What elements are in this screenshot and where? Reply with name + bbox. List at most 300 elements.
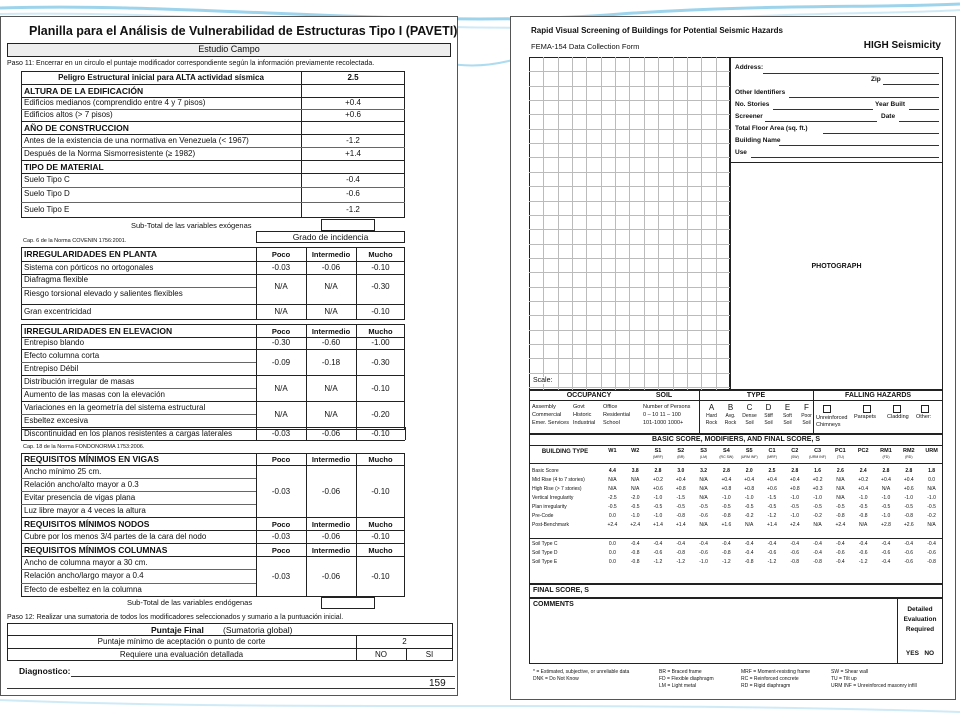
score-cell[interactable]: +0.4 xyxy=(881,477,891,483)
score-cell[interactable]: -0.4 xyxy=(836,541,845,547)
address-label: Address: xyxy=(735,64,764,71)
score-cell[interactable]: N/A xyxy=(631,486,640,492)
score-cell[interactable]: -0.8 xyxy=(722,513,731,519)
evaluation-label: Evaluation xyxy=(903,616,937,623)
score-cell[interactable]: -0.8 xyxy=(904,513,914,519)
score-cell[interactable]: N/A xyxy=(699,477,708,483)
form-title: Planilla para el Análisis de Vulnerabilidad de Estructuras Tipo I (PAVETI) xyxy=(29,24,458,38)
zip-label: Zip xyxy=(871,76,881,83)
grid-line xyxy=(529,172,730,173)
score-cell[interactable]: +0.4 xyxy=(767,477,777,483)
score-cell[interactable]: -0.6 xyxy=(904,559,914,565)
parapets-checkbox[interactable] xyxy=(863,405,871,413)
score-cell[interactable]: -0.4 xyxy=(676,541,686,547)
legend-item: URM INF = Unreinforced masonry infill xyxy=(831,683,917,689)
diagnosis-label: Diagnostico: xyxy=(19,666,71,676)
soil-type-desc: Soil xyxy=(745,420,754,426)
score-cell[interactable]: -0.6 xyxy=(858,550,868,556)
score-cell[interactable]: +2.4 xyxy=(630,522,641,528)
score-cell[interactable]: N/A xyxy=(836,495,845,501)
score-cell[interactable]: -0.5 xyxy=(630,504,640,510)
date-field[interactable] xyxy=(899,121,939,122)
grid-line xyxy=(529,86,730,87)
score-cell[interactable]: -0.5 xyxy=(699,504,708,510)
si-option[interactable]: SI xyxy=(425,650,434,659)
grid-line xyxy=(673,57,674,390)
chimneys-checkbox[interactable] xyxy=(823,405,831,413)
score-cell[interactable]: -1.0 xyxy=(790,513,800,519)
incidence-label: Grado de incidencia xyxy=(292,232,369,242)
score-cell[interactable]: +0.6 xyxy=(653,486,663,492)
mucho-value: -1.00 xyxy=(371,338,390,347)
score-cell[interactable]: 2.8 xyxy=(722,468,730,474)
score-cell[interactable]: -0.5 xyxy=(608,504,617,510)
seismicity-label: HIGH Seismicity xyxy=(863,40,941,51)
score-cell[interactable]: N/A xyxy=(699,486,708,492)
score-cell[interactable]: -1.2 xyxy=(858,559,868,565)
score-cell[interactable]: N/A xyxy=(927,486,936,492)
score-cell[interactable]: -0.4 xyxy=(927,541,936,547)
grid-line xyxy=(572,57,573,390)
plan-row-label: Riesgo torsional elevado y salientes flexibles xyxy=(24,289,183,298)
score-cell[interactable]: 2.4 xyxy=(859,468,867,474)
score-cell[interactable]: -1.0 xyxy=(858,495,868,501)
score-cell[interactable]: -1.0 xyxy=(881,495,891,501)
date-label: Date xyxy=(881,113,896,120)
legend-item: BR = Braced frame xyxy=(659,669,702,675)
grid-line xyxy=(529,301,730,302)
score-cell[interactable]: -0.4 xyxy=(790,541,800,547)
comments-box[interactable] xyxy=(529,598,943,664)
poco-value: -0.03 xyxy=(271,487,291,496)
soil-type-desc: Rock xyxy=(724,420,737,426)
score-cell[interactable]: -0.5 xyxy=(722,504,731,510)
score-cell[interactable]: N/A xyxy=(813,522,822,528)
elevation-row-label: Aumento de las masas con la elevación xyxy=(24,390,165,399)
fema-title: Rapid Visual Screening of Buildings for Potential Seismic Hazards xyxy=(531,26,783,35)
persons-option[interactable]: 0 – 10 11 – 100 xyxy=(643,412,681,418)
score-cell[interactable]: -1.2 xyxy=(767,559,777,565)
norm-reference: Cap. 6 de la Norma COVENIN 1756:2001. xyxy=(23,238,127,244)
legend-item: FD = Flexible diaphragm xyxy=(659,676,714,682)
score-cell[interactable]: -1.2 xyxy=(653,559,663,565)
score-cell[interactable]: -0.4 xyxy=(881,541,891,547)
yes-no-options[interactable]: YES NO xyxy=(905,650,935,657)
score-cell[interactable]: N/A xyxy=(927,522,936,528)
floor-area-field[interactable] xyxy=(823,133,939,134)
poco-value: -0.03 xyxy=(271,429,291,438)
score-cell[interactable]: -0.8 xyxy=(790,559,800,565)
intermedio-value: -0.06 xyxy=(321,429,341,438)
score-cell[interactable]: -2.0 xyxy=(630,495,640,501)
occupancy-option[interactable]: School xyxy=(603,420,620,426)
score-cell[interactable]: -1.0 xyxy=(744,495,754,501)
subtotal-endogenous-label: Sub-Total de las variables endógenas xyxy=(127,598,253,607)
building-type-code: PC2 xyxy=(857,448,869,454)
score-cell[interactable]: -0.6 xyxy=(836,550,845,556)
building-type-code: C2 xyxy=(791,448,799,454)
score-cell[interactable]: 1.8 xyxy=(928,468,936,474)
score-cell[interactable]: -0.4 xyxy=(744,541,754,547)
score-cell[interactable]: -0.8 xyxy=(676,513,686,519)
score-cell[interactable]: -0.6 xyxy=(904,550,914,556)
score-cell[interactable]: 4.4 xyxy=(608,468,616,474)
score-cell[interactable]: N/A xyxy=(745,522,754,528)
score-cell[interactable]: -0.4 xyxy=(813,550,822,556)
use-field[interactable] xyxy=(751,157,939,158)
col-mucho: Mucho xyxy=(368,455,393,464)
year-row-label: Antes de la existencia de una normativa en Venezuela (< 1967) xyxy=(24,136,249,145)
score-cell[interactable]: N/A xyxy=(836,486,845,492)
mucho-value: -0.10 xyxy=(371,384,390,393)
mucho-value: -0.10 xyxy=(371,429,390,438)
other-identifiers-label: Other Identifiers xyxy=(735,89,786,96)
score-cell[interactable]: 2.6 xyxy=(836,468,844,474)
score-cell[interactable]: -1.0 xyxy=(927,495,936,501)
zip-field[interactable] xyxy=(883,84,939,85)
score-cell[interactable]: -0.4 xyxy=(813,541,822,547)
score-cell[interactable]: 3.8 xyxy=(631,468,639,474)
score-cell[interactable]: 2.5 xyxy=(768,468,776,474)
score-cell[interactable]: -0.8 xyxy=(722,550,731,556)
occupancy-option[interactable]: Residential xyxy=(603,412,631,418)
score-cell[interactable]: -0.5 xyxy=(881,504,891,510)
soil-row-value: -0.6 xyxy=(346,189,360,198)
col-poco: Poco xyxy=(271,520,291,529)
occupancy-option[interactable]: Assembly xyxy=(532,404,556,410)
occupancy-option[interactable]: Emer. Services xyxy=(532,420,569,426)
score-cell[interactable]: +1.4 xyxy=(653,522,663,528)
plan-row-label: Gran excentricidad xyxy=(24,307,92,316)
building-type-subcode: (URM INF) xyxy=(740,455,758,459)
score-cell[interactable]: N/A xyxy=(631,477,640,483)
grid-line xyxy=(701,57,702,390)
elevation-row-label: Esbeltez excesiva xyxy=(24,416,89,425)
global-sum-label: (Sumatoria global) xyxy=(223,625,293,635)
soil-row-label: Suelo Tipo E xyxy=(24,205,70,214)
plan-row-label: Sistema con pórticos no ortogonales xyxy=(24,263,154,272)
legend-item: DNK = Do Not Know xyxy=(533,676,579,682)
score-cell[interactable]: -0.5 xyxy=(676,504,686,510)
score-cell[interactable]: -0.5 xyxy=(836,504,845,510)
score-cell[interactable]: -0.8 xyxy=(858,513,868,519)
fema-154-form xyxy=(510,16,956,700)
score-cell[interactable]: -0.5 xyxy=(858,504,868,510)
soil-type-letter[interactable]: E xyxy=(784,403,791,412)
score-cell[interactable]: +0.4 xyxy=(903,477,914,483)
score-cell[interactable]: 1.6 xyxy=(814,468,822,474)
score-cell[interactable]: +0.2 xyxy=(858,477,869,483)
score-cell[interactable]: +0.8 xyxy=(721,486,732,492)
screener-field[interactable] xyxy=(765,121,877,122)
score-cell[interactable]: 3.2 xyxy=(700,468,708,474)
score-cell[interactable]: +2.4 xyxy=(607,522,618,528)
intermedio-value: -0.06 xyxy=(321,487,341,496)
col-mucho: Mucho xyxy=(368,250,393,259)
score-cell[interactable]: 2.8 xyxy=(791,468,799,474)
cladding-label: Cladding xyxy=(887,414,909,420)
grid-line xyxy=(529,272,730,273)
col-intermedio: Intermedio xyxy=(311,455,351,464)
score-cell[interactable]: -0.5 xyxy=(927,504,936,510)
occupancy-option[interactable]: Office xyxy=(603,404,618,410)
building-type-subcode: (TU) xyxy=(836,455,844,459)
score-cell[interactable]: 2.8 xyxy=(905,468,913,474)
score-cell[interactable]: +2.4 xyxy=(835,522,846,528)
score-cell[interactable]: -1.2 xyxy=(722,559,731,565)
score-cell[interactable]: 2.8 xyxy=(654,468,662,474)
photograph-label: PHOTOGRAPH xyxy=(811,263,862,270)
detailed-label: Detailed xyxy=(907,606,933,613)
final-score-row[interactable] xyxy=(529,584,943,598)
grid-line xyxy=(529,344,730,345)
persons-title: Number of Persons xyxy=(643,404,691,410)
intermedio-value: N/A xyxy=(324,410,338,419)
intermedio-value: -0.60 xyxy=(321,338,341,347)
score-cell[interactable]: N/A xyxy=(836,477,845,483)
score-cell[interactable]: 0.0 xyxy=(608,550,616,556)
building-type-code: S5 xyxy=(745,448,753,454)
score-cell[interactable]: 0.0 xyxy=(928,477,936,483)
score-cell[interactable]: -0.4 xyxy=(836,559,845,565)
score-cell[interactable]: -0.4 xyxy=(699,541,708,547)
score-cell[interactable]: -0.5 xyxy=(744,504,754,510)
building-type-code: S1 xyxy=(654,448,662,454)
score-cell[interactable]: -0.5 xyxy=(790,504,800,510)
building-name-label: Building Name xyxy=(735,137,781,144)
score-cell[interactable]: 2.8 xyxy=(882,468,890,474)
score-cell[interactable]: -1.0 xyxy=(653,495,663,501)
score-cell[interactable]: +1.4 xyxy=(675,522,686,528)
step-11-text: Paso 11: Encerrar en un circulo el puntaje modificador correspondiente según la información previamente recolectada. xyxy=(7,60,375,67)
score-cell[interactable]: +0.4 xyxy=(858,486,869,492)
score-row-label: Post-Benchmark xyxy=(532,522,569,528)
score-cell[interactable]: -1.0 xyxy=(904,495,914,501)
occupancy-option[interactable]: Industrial xyxy=(573,420,596,426)
legend-item: LM = Light metal xyxy=(659,683,697,689)
grid-line xyxy=(687,57,688,390)
score-cell[interactable]: N/A xyxy=(699,522,708,528)
score-cell[interactable]: 3.0 xyxy=(677,468,685,474)
score-cell[interactable]: 2.0 xyxy=(745,468,753,474)
height-row-value: +0.4 xyxy=(345,98,361,107)
score-cell[interactable]: -0.8 xyxy=(630,559,640,565)
score-cell[interactable]: -1.5 xyxy=(676,495,686,501)
address-field[interactable] xyxy=(763,73,939,74)
score-cell[interactable]: +0.4 xyxy=(721,477,732,483)
score-cell[interactable]: -1.0 xyxy=(881,513,891,519)
grid-line xyxy=(716,57,717,390)
cladding-checkbox[interactable] xyxy=(893,405,901,413)
other-checkbox[interactable] xyxy=(921,405,929,413)
score-cell[interactable]: +1.6 xyxy=(721,522,732,528)
score-cell[interactable]: -0.6 xyxy=(699,550,708,556)
year-built-label: Year Built xyxy=(875,101,905,108)
legend-item: SW = Shear wall xyxy=(831,669,869,675)
score-cell[interactable]: -0.6 xyxy=(927,550,936,556)
score-row-label: Soil Type D xyxy=(532,550,558,556)
falling-hazards-header: FALLING HAZARDS xyxy=(844,392,912,399)
score-cell[interactable]: -0.5 xyxy=(904,504,914,510)
soil-type-desc: Poor xyxy=(801,413,812,419)
score-cell[interactable]: N/A xyxy=(608,486,617,492)
height-row-value: +0.6 xyxy=(345,110,361,119)
score-cell[interactable]: -0.4 xyxy=(858,541,868,547)
building-type-code: S4 xyxy=(723,448,730,454)
score-cell[interactable]: -0.6 xyxy=(790,550,800,556)
grid-line xyxy=(529,358,730,359)
score-cell[interactable]: -0.4 xyxy=(722,541,731,547)
score-cell[interactable]: -0.8 xyxy=(630,550,640,556)
persons-option[interactable]: 101-1000 1000+ xyxy=(643,420,684,426)
score-cell[interactable]: 0.0 xyxy=(608,513,616,519)
stories-field[interactable] xyxy=(773,109,873,110)
score-cell[interactable]: +1.4 xyxy=(767,522,777,528)
score-cell[interactable]: +0.4 xyxy=(789,477,800,483)
score-cell[interactable]: -0.8 xyxy=(927,559,936,565)
soil-type-letter[interactable]: C xyxy=(746,403,753,412)
year-built-field[interactable] xyxy=(909,109,939,110)
intermedio-value: -0.18 xyxy=(321,358,341,367)
soil-row-value: -1.2 xyxy=(346,205,360,214)
intermedio-value: -0.06 xyxy=(321,572,341,581)
score-cell[interactable]: -1.0 xyxy=(699,559,708,565)
diagnosis-line[interactable] xyxy=(71,676,455,677)
score-row-label: Basic Score xyxy=(532,468,559,474)
score-cell[interactable]: -0.2 xyxy=(927,513,936,519)
score-cell[interactable]: 0.0 xyxy=(608,541,616,547)
score-cell[interactable]: -0.8 xyxy=(836,513,845,519)
soil-type-desc: Dense xyxy=(742,413,757,419)
score-cell[interactable]: -1.0 xyxy=(813,495,822,501)
score-cell[interactable]: N/A xyxy=(608,477,617,483)
cutoff-label: Puntaje mínimo de aceptación o punto de corte xyxy=(97,637,266,646)
score-cell[interactable]: 0.0 xyxy=(608,559,616,565)
score-cell[interactable]: +0.8 xyxy=(789,486,800,492)
score-cell[interactable]: +0.2 xyxy=(812,477,823,483)
score-cell[interactable]: +0.3 xyxy=(812,486,823,492)
score-cell[interactable]: -0.6 xyxy=(653,550,663,556)
score-cell[interactable]: -2.5 xyxy=(608,495,617,501)
fema-form-label: FEMA-154 Data Collection Form xyxy=(531,42,640,51)
building-type-code: RM1 xyxy=(880,448,892,454)
score-cell[interactable]: +0.6 xyxy=(903,486,914,492)
type-header: TYPE xyxy=(746,392,766,399)
nodes-header: REQUISITOS MÍNIMOS NODOS xyxy=(24,519,150,529)
score-cell[interactable]: -0.6 xyxy=(881,550,891,556)
page-number: 159 xyxy=(429,678,446,689)
score-cell[interactable]: -0.5 xyxy=(813,504,822,510)
building-name-field[interactable] xyxy=(779,145,939,146)
legend-item: * = Estimated, subjective, or unreliable data xyxy=(533,669,630,675)
grid-line xyxy=(529,114,730,115)
poco-value: -0.03 xyxy=(271,572,291,581)
score-cell[interactable]: -0.4 xyxy=(630,541,640,547)
score-cell[interactable]: +0.8 xyxy=(675,486,686,492)
soil-type-letter[interactable]: F xyxy=(804,403,809,412)
height-row-label: Edificios medianos (comprendido entre 4 y 7 pisos) xyxy=(24,98,206,107)
soil-type-letter[interactable]: A xyxy=(708,403,715,412)
plan-row-label: Diafragma flexible xyxy=(24,275,89,284)
subtotal-endogenous-box[interactable] xyxy=(321,597,375,609)
grid-line xyxy=(629,57,630,390)
height-header: ALTURA DE LA EDIFICACIÓN xyxy=(24,86,144,96)
mucho-value: -0.30 xyxy=(371,282,390,291)
beam-row-label: Ancho mínimo 25 cm. xyxy=(24,467,102,476)
building-type-code: C3 xyxy=(814,448,822,454)
col-intermedio: Intermedio xyxy=(311,520,351,529)
score-cell[interactable]: -0.8 xyxy=(744,559,754,565)
score-cell[interactable]: +0.6 xyxy=(767,486,777,492)
score-cell[interactable]: N/A xyxy=(859,522,868,528)
poco-value: -0.03 xyxy=(271,263,291,272)
intermedio-value: N/A xyxy=(324,384,338,393)
score-cell[interactable]: -1.2 xyxy=(767,513,777,519)
cutoff-value: 2 xyxy=(402,637,407,646)
score-cell[interactable]: -0.8 xyxy=(813,559,822,565)
score-cell[interactable]: -0.2 xyxy=(813,513,822,519)
score-cell[interactable]: +0.8 xyxy=(744,486,755,492)
beams-header: REQUISITOS MÍNIMOS EN VIGAS xyxy=(24,454,159,464)
grid-line xyxy=(529,157,730,158)
no-option[interactable]: NO xyxy=(375,650,387,659)
score-cell[interactable]: -1.0 xyxy=(653,513,663,519)
elevation-header: IRREGULARIDADES EN ELEVACION xyxy=(24,326,173,336)
occupancy-option[interactable]: Commercial xyxy=(532,412,562,418)
occupancy-option[interactable]: Govt xyxy=(573,404,585,410)
score-cell[interactable]: -0.6 xyxy=(699,513,708,519)
score-cell[interactable]: -0.4 xyxy=(744,550,754,556)
score-cell[interactable]: -1.2 xyxy=(676,559,686,565)
building-type-subcode: (FD) xyxy=(882,455,890,459)
score-cell[interactable]: -0.4 xyxy=(881,559,891,565)
score-row-label: Mid Rise (4 to 7 stories) xyxy=(532,477,585,483)
score-cell[interactable]: -0.4 xyxy=(653,541,663,547)
score-cell[interactable]: -0.4 xyxy=(767,541,777,547)
score-cell[interactable]: -1.0 xyxy=(790,495,800,501)
score-cell[interactable]: +0.2 xyxy=(653,477,663,483)
score-cell[interactable]: +0.4 xyxy=(744,477,755,483)
score-cell[interactable]: -1.0 xyxy=(630,513,640,519)
score-cell[interactable]: -0.2 xyxy=(744,513,754,519)
score-cell[interactable]: N/A xyxy=(699,495,708,501)
score-cell[interactable]: +2.4 xyxy=(789,522,800,528)
grid-line xyxy=(529,373,730,374)
score-cell[interactable]: -0.5 xyxy=(767,504,777,510)
soil-type-letter[interactable]: D xyxy=(765,403,772,412)
score-cell[interactable]: -0.8 xyxy=(676,550,686,556)
subtotal-exogenous-box[interactable] xyxy=(321,219,375,231)
score-cell[interactable]: -0.5 xyxy=(653,504,663,510)
col-poco: Poco xyxy=(271,250,291,259)
score-cell[interactable]: -0.4 xyxy=(904,541,914,547)
soil-type-letter[interactable]: B xyxy=(727,403,734,412)
building-type-code: PC1 xyxy=(835,448,846,454)
building-type-subcode: (BR) xyxy=(677,455,685,459)
score-cell[interactable]: +2.8 xyxy=(881,522,891,528)
score-cell[interactable]: +0.4 xyxy=(675,477,686,483)
score-cell[interactable]: N/A xyxy=(881,486,891,492)
score-cell[interactable]: +2.6 xyxy=(903,522,914,528)
building-type-code: W1 xyxy=(608,448,617,454)
occupancy-option[interactable]: Historic xyxy=(573,412,592,418)
stories-label: No. Stories xyxy=(735,101,770,108)
score-cell[interactable]: -1.5 xyxy=(767,495,777,501)
score-cell[interactable]: -1.0 xyxy=(722,495,731,501)
score-cell[interactable]: -0.6 xyxy=(767,550,777,556)
initial-hazard-value: 2.5 xyxy=(347,73,359,82)
other-identifiers-field[interactable] xyxy=(789,97,939,98)
